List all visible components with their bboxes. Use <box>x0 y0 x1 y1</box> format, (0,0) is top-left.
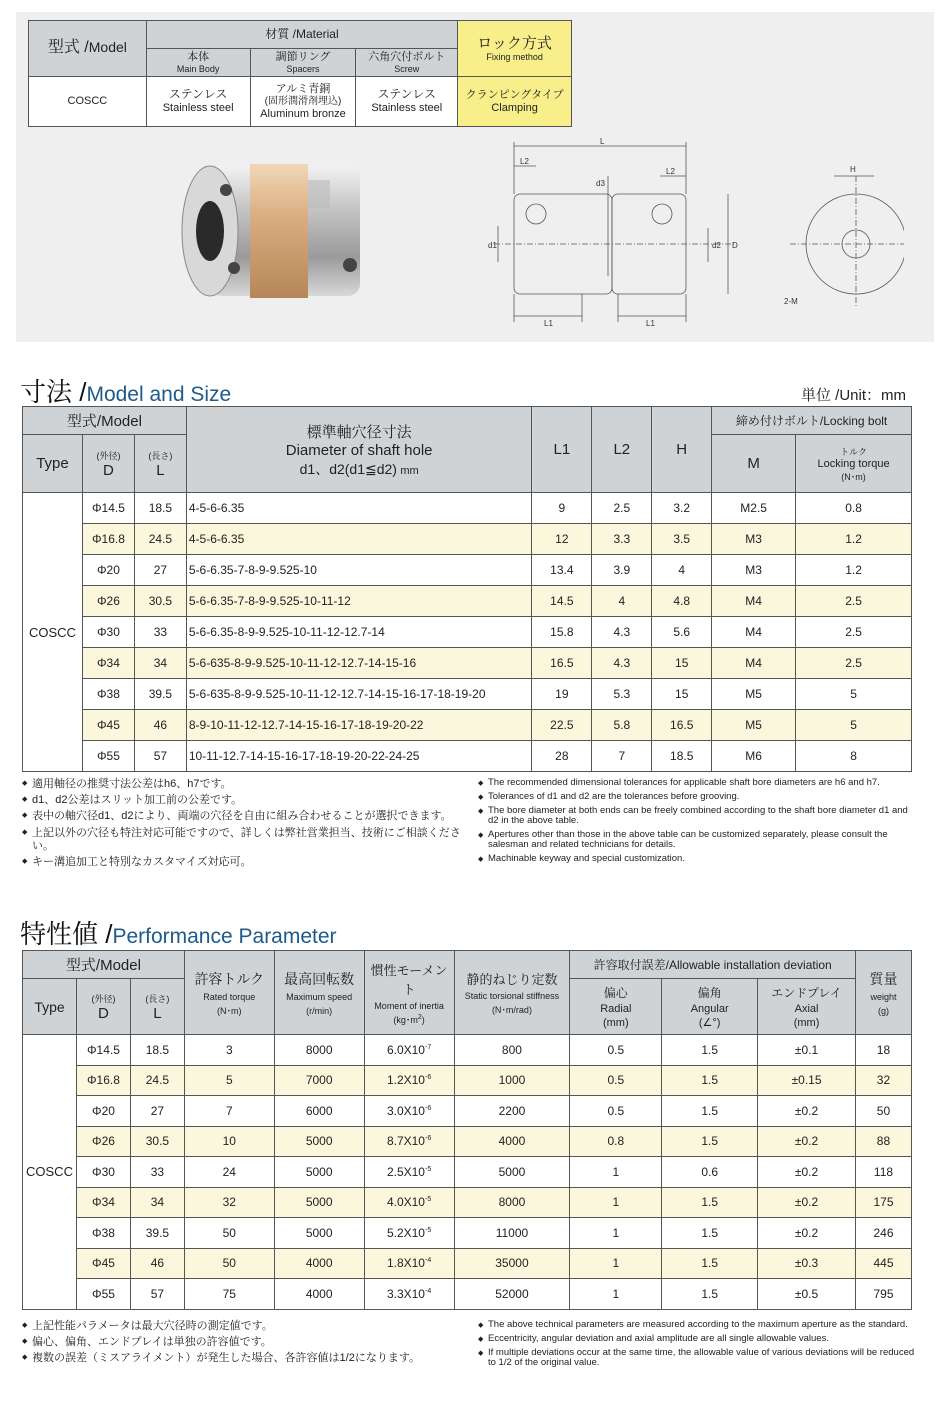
cell-M: M3 <box>712 555 796 586</box>
cell-torque: 0.8 <box>796 493 912 524</box>
cell-angular: 1.5 <box>662 1187 758 1218</box>
cell-axial: ±0.5 <box>758 1279 856 1310</box>
note-item: ◆ 上記以外の穴径も特注対応可能ですので、詳しくは弊社営業担当、技術にご相談ください。 <box>22 827 462 853</box>
table-row <box>23 741 912 772</box>
size-notes-en <box>478 778 918 868</box>
fixing-header: ロック方式 Fixing method <box>458 21 572 77</box>
label-L1-left: L1 <box>544 319 553 328</box>
screw-header: 六角穴付ボルト Screw <box>356 49 458 77</box>
cell-L: 34 <box>130 1187 184 1218</box>
perf-h-stiff: 静的ねじり定数 Static torsional stiffness (N･m/rad) <box>454 951 570 1035</box>
cell-radial: 1 <box>570 1157 662 1188</box>
material-table <box>28 20 572 127</box>
perf-h-axial: エンドプレイ Axial (mm) <box>758 979 856 1035</box>
cell-weight: 32 <box>855 1065 911 1096</box>
cell-H: 18.5 <box>652 741 712 772</box>
cell-holes: 10-11-12.7-14-15-16-17-18-19-20-22-24-25 <box>186 741 532 772</box>
perf-table <box>22 950 912 1310</box>
cell-speed: 5000 <box>274 1187 364 1218</box>
cell-torque: 2.5 <box>796 586 912 617</box>
unit-label: 単位 /Unit：mm <box>800 387 906 404</box>
cell-speed: 5000 <box>274 1126 364 1157</box>
table-row <box>23 710 912 741</box>
cell-axial: ±0.2 <box>758 1157 856 1188</box>
cell-L: 46 <box>130 1248 184 1279</box>
cell-D: Φ45 <box>82 710 134 741</box>
cell-L: 57 <box>130 1279 184 1310</box>
cell-L1: 16.5 <box>532 648 592 679</box>
cell-H: 3.2 <box>652 493 712 524</box>
cell-speed: 5000 <box>274 1157 364 1188</box>
cell-torque: 50 <box>184 1248 274 1279</box>
body-header: 本体 Main Body <box>146 49 250 77</box>
perf-h-radial: 偏心 Radial (mm) <box>570 979 662 1035</box>
cell-axial: ±0.15 <box>758 1065 856 1096</box>
cell-radial: 0.5 <box>570 1065 662 1096</box>
cell-L: 24.5 <box>134 524 186 555</box>
cell-stiffness: 1000 <box>454 1065 570 1096</box>
cell-M: M5 <box>712 710 796 741</box>
cell-torque: 8 <box>796 741 912 772</box>
cell-inertia: $2.5X10^{-5}$ <box>364 1157 454 1188</box>
table-row <box>23 617 912 648</box>
cell-inertia: $3.3X10^{-4}$ <box>364 1279 454 1310</box>
note-item: ◆ 適用軸径の推奨寸法公差はh6、h7です。 <box>22 778 462 791</box>
table-row <box>23 1065 912 1096</box>
cell-L2: 4 <box>592 586 652 617</box>
cell-torque: 10 <box>184 1126 274 1157</box>
note-item: ◆ The recommended dimensional tolerances for applicable shaft bore diameters are h6 and h7. <box>478 778 918 788</box>
size-h-L2: L2 <box>592 407 652 493</box>
cell-D: Φ20 <box>82 555 134 586</box>
table-row <box>23 1035 912 1066</box>
cell-holes: 5-6-635-8-9-9.525-10-11-12-12.7-14-15-16 <box>186 648 532 679</box>
cell-L1: 14.5 <box>532 586 592 617</box>
cell-speed: 8000 <box>274 1035 364 1066</box>
cell-L2: 2.5 <box>592 493 652 524</box>
cell-stiffness: 800 <box>454 1035 570 1066</box>
perf-h-torque: 許容トルク Rated torque (N･m) <box>184 951 274 1035</box>
cell-stiffness: 8000 <box>454 1187 570 1218</box>
screw-value: ステンレス Stainless steel <box>356 77 458 127</box>
cell-angular: 1.5 <box>662 1218 758 1249</box>
table-row <box>23 1096 912 1127</box>
cell-H: 16.5 <box>652 710 712 741</box>
note-item: ◆ 表中の軸穴径d1、d2により、両端の穴径を自由に組み合わせることが選択できます。 <box>22 810 462 823</box>
label-d1: d1 <box>488 241 497 250</box>
cell-torque: 5 <box>796 710 912 741</box>
cell-H: 15 <box>652 648 712 679</box>
cell-L: 33 <box>134 617 186 648</box>
size-h-D: (外径) D <box>82 435 134 493</box>
table-row <box>23 1157 912 1188</box>
cell-D: Φ20 <box>76 1096 130 1127</box>
cell-torque: 32 <box>184 1187 274 1218</box>
cell-M: M3 <box>712 524 796 555</box>
cell-axial: ±0.1 <box>758 1035 856 1066</box>
cell-weight: 118 <box>855 1157 911 1188</box>
table-row <box>23 1279 912 1310</box>
perf-h-dev: 許容取付誤差/Allowable installation deviation <box>570 951 856 979</box>
cell-L: 30.5 <box>130 1126 184 1157</box>
size-h-M: M <box>712 435 796 493</box>
cell-torque: 7 <box>184 1096 274 1127</box>
cell-weight: 50 <box>855 1096 911 1127</box>
cell-radial: 1 <box>570 1218 662 1249</box>
cell-L1: 12 <box>532 524 592 555</box>
table-row <box>23 1187 912 1218</box>
cell-M: M2.5 <box>712 493 796 524</box>
cell-M: M6 <box>712 741 796 772</box>
size-h-L1: L1 <box>532 407 592 493</box>
cell-L2: 3.9 <box>592 555 652 586</box>
cell-L: 33 <box>130 1157 184 1188</box>
cell-inertia: $1.8X10^{-4}$ <box>364 1248 454 1279</box>
cell-L: 27 <box>134 555 186 586</box>
cell-L2: 7 <box>592 741 652 772</box>
cell-stiffness: 4000 <box>454 1126 570 1157</box>
cell-L1: 19 <box>532 679 592 710</box>
perf-h-D: (外径) D <box>76 979 130 1035</box>
cell-D: Φ34 <box>76 1187 130 1218</box>
cell-D: Φ16.8 <box>82 524 134 555</box>
cell-angular: 1.5 <box>662 1035 758 1066</box>
note-item: ◆ Tolerances of d1 and d2 are the tolerances before grooving. <box>478 792 918 802</box>
cell-stiffness: 2200 <box>454 1096 570 1127</box>
cell-D: Φ38 <box>76 1218 130 1249</box>
label-M: 2-M <box>784 297 798 306</box>
model-value: COSCC <box>29 77 147 127</box>
cell-L: 46 <box>134 710 186 741</box>
size-h-type: Type <box>23 435 83 493</box>
body-value: ステンレス Stainless steel <box>146 77 250 127</box>
note-item: ◆ キー溝追加工と特別なカスタマイズ対応可。 <box>22 856 462 869</box>
cell-L1: 9 <box>532 493 592 524</box>
cell-stiffness: 52000 <box>454 1279 570 1310</box>
cell-torque: 1.2 <box>796 524 912 555</box>
cell-weight: 18 <box>855 1035 911 1066</box>
note-item: ◆ d1、d2公差はスリット加工前の公差です。 <box>22 794 462 807</box>
cell-torque: 3 <box>184 1035 274 1066</box>
cell-inertia: $3.0X10^{-6}$ <box>364 1096 454 1127</box>
cell-torque: 24 <box>184 1157 274 1188</box>
material-header: 材質 /Material <box>146 21 457 49</box>
cell-speed: 6000 <box>274 1096 364 1127</box>
dimension-drawing <box>484 136 904 336</box>
table-row <box>23 648 912 679</box>
table-row <box>23 1248 912 1279</box>
cell-axial: ±0.2 <box>758 1096 856 1127</box>
size-notes-jp <box>22 778 462 872</box>
cell-axial: ±0.3 <box>758 1248 856 1279</box>
cell-angular: 1.5 <box>662 1096 758 1127</box>
label-L1-right: L1 <box>646 319 655 328</box>
cell-L2: 5.8 <box>592 710 652 741</box>
cell-torque: 5 <box>184 1065 274 1096</box>
cell-weight: 445 <box>855 1248 911 1279</box>
note-item: ◆ Apertures other than those in the above table can be customized separately, please consult the salesman and related technicians for details. <box>478 830 918 850</box>
cell-H: 15 <box>652 679 712 710</box>
size-h-torque: トルク Locking torque (N･m) <box>796 435 912 493</box>
note-item: ◆ If multiple deviations occur at the same time, the allowable value of various deviations will be reduced to 1/2 of the original value. <box>478 1348 918 1368</box>
size-h-H: H <box>652 407 712 493</box>
perf-h-L: (長さ) L <box>130 979 184 1035</box>
cell-inertia: $5.2X10^{-5}$ <box>364 1218 454 1249</box>
table-row <box>23 1218 912 1249</box>
perf-section-title: 特性値 /Performance Parameter <box>20 919 337 949</box>
cell-weight: 246 <box>855 1218 911 1249</box>
cell-speed: 4000 <box>274 1279 364 1310</box>
cell-holes: 8-9-10-11-12-12.7-14-15-16-17-18-19-20-22 <box>186 710 532 741</box>
cell-speed: 4000 <box>274 1248 364 1279</box>
cell-angular: 1.5 <box>662 1126 758 1157</box>
cell-inertia: $6.0X10^{-7}$ <box>364 1035 454 1066</box>
cell-inertia: $8.7X10^{-6}$ <box>364 1126 454 1157</box>
cell-D: Φ30 <box>82 617 134 648</box>
size-h-bolt: 締め付けボルト/Locking bolt <box>712 407 912 435</box>
cell-L2: 4.3 <box>592 617 652 648</box>
cell-M: M5 <box>712 679 796 710</box>
note-item: ◆ The above technical parameters are measured according to the maximum aperture as the standard. <box>478 1320 918 1330</box>
cell-weight: 795 <box>855 1279 911 1310</box>
label-H: H <box>850 165 856 174</box>
cell-L: 24.5 <box>130 1065 184 1096</box>
size-h-shaft: 標準軸穴径寸法 Diameter of shaft hole d1、d2(d1≦d2) mm <box>186 407 532 493</box>
cell-angular: 1.5 <box>662 1248 758 1279</box>
cell-D: Φ14.5 <box>76 1035 130 1066</box>
cell-M: M4 <box>712 586 796 617</box>
cell-inertia: $4.0X10^{-5}$ <box>364 1187 454 1218</box>
cell-L2: 3.3 <box>592 524 652 555</box>
cell-H: 3.5 <box>652 524 712 555</box>
coupling-photo <box>170 150 380 320</box>
table-row <box>23 1126 912 1157</box>
note-item: ◆ Machinable keyway and special customization. <box>478 854 918 864</box>
cell-speed: 7000 <box>274 1065 364 1096</box>
cell-H: 4.8 <box>652 586 712 617</box>
cell-holes: 5-6-6.35-8-9-9.525-10-11-12-12.7-14 <box>186 617 532 648</box>
perf-h-inertia: 慣性モーメント Moment of inertia (kg･$m^2$) <box>364 951 454 1035</box>
cell-holes: 4-5-6-6.35 <box>186 524 532 555</box>
cell-M: M4 <box>712 617 796 648</box>
table-row <box>23 586 912 617</box>
cell-holes: 5-6-6.35-7-8-9-9.525-10 <box>186 555 532 586</box>
cell-radial: 1 <box>570 1279 662 1310</box>
cell-L1: 13.4 <box>532 555 592 586</box>
cell-weight: 175 <box>855 1187 911 1218</box>
note-item: ◆ 偏心、偏角、エンドプレイは単独の許容値です。 <box>22 1336 472 1349</box>
size-h-L: (長さ) L <box>134 435 186 493</box>
cell-M: M4 <box>712 648 796 679</box>
perf-notes-en <box>478 1320 918 1372</box>
cell-D: Φ30 <box>76 1157 130 1188</box>
note-item: ◆ Eccentricity, angular deviation and axial amplitude are all single allowable values. <box>478 1334 918 1344</box>
cell-inertia: $1.2X10^{-6}$ <box>364 1065 454 1096</box>
label-d2: d2 <box>712 241 721 250</box>
cell-axial: ±0.2 <box>758 1218 856 1249</box>
cell-L2: 5.3 <box>592 679 652 710</box>
cell-L1: 22.5 <box>532 710 592 741</box>
cell-D: Φ16.8 <box>76 1065 130 1096</box>
cell-holes: 5-6-635-8-9-9.525-10-11-12-12.7-14-15-16-17-18-19-20 <box>186 679 532 710</box>
cell-torque: 2.5 <box>796 617 912 648</box>
perf-h-model: 型式/Model <box>23 951 185 979</box>
cell-angular: 0.6 <box>662 1157 758 1188</box>
cell-L: 39.5 <box>130 1218 184 1249</box>
note-item: ◆ The bore diameter at both ends can be freely combined according to the shaft bore diameter d1 and d2 in the above table. <box>478 806 918 826</box>
table-row <box>23 555 912 586</box>
cell-torque: 50 <box>184 1218 274 1249</box>
table-row <box>23 524 912 555</box>
cell-stiffness: 35000 <box>454 1248 570 1279</box>
cell-D: Φ14.5 <box>82 493 134 524</box>
perf-h-type: Type <box>23 979 77 1035</box>
cell-H: 5.6 <box>652 617 712 648</box>
size-h-model: 型式/Model <box>23 407 187 435</box>
cell-torque: 2.5 <box>796 648 912 679</box>
spacer-value: アルミ青銅 (固形潤滑剤埋込) Aluminum bronze <box>250 77 356 127</box>
cell-torque: 1.2 <box>796 555 912 586</box>
cell-L1: 28 <box>532 741 592 772</box>
cell-L1: 15.8 <box>532 617 592 648</box>
cell-L: 18.5 <box>134 493 186 524</box>
cell-D: Φ55 <box>76 1279 130 1310</box>
cell-angular: 1.5 <box>662 1065 758 1096</box>
cell-D: Φ55 <box>82 741 134 772</box>
note-item: ◆ 複数の誤差（ミスアライメント）が発生した場合、各許容値は1/2になります。 <box>22 1352 472 1365</box>
perf-h-angular: 偏角 Angular (∠°) <box>662 979 758 1035</box>
label-d3: d3 <box>596 179 605 188</box>
cell-radial: 0.5 <box>570 1096 662 1127</box>
perf-notes-jp <box>22 1320 472 1369</box>
cell-L: 27 <box>130 1096 184 1127</box>
label-L: L <box>600 137 605 146</box>
model-header: 型式 /Model <box>29 21 147 77</box>
table-row <box>23 493 912 524</box>
cell-axial: ±0.2 <box>758 1126 856 1157</box>
cell-L: 34 <box>134 648 186 679</box>
size-table <box>22 406 912 772</box>
cell-L: 30.5 <box>134 586 186 617</box>
table-row <box>23 679 912 710</box>
cell-D: Φ26 <box>76 1126 130 1157</box>
perf-h-speed: 最高回転数 Maximum speed (r/min) <box>274 951 364 1035</box>
cell-radial: 1 <box>570 1187 662 1218</box>
cell-holes: 5-6-6.35-7-8-9-9.525-10-11-12 <box>186 586 532 617</box>
cell-radial: 0.5 <box>570 1035 662 1066</box>
cell-L: 39.5 <box>134 679 186 710</box>
cell-holes: 4-5-6-6.35 <box>186 493 532 524</box>
cell-torque: 75 <box>184 1279 274 1310</box>
cell-weight: 88 <box>855 1126 911 1157</box>
cell-D: Φ26 <box>82 586 134 617</box>
cell-stiffness: 11000 <box>454 1218 570 1249</box>
cell-D: Φ38 <box>82 679 134 710</box>
cell-angular: 1.5 <box>662 1279 758 1310</box>
label-L2-right: L2 <box>666 167 675 176</box>
type-cell: COSCC <box>23 1035 77 1310</box>
size-section-title: 寸法 /Model and Size <box>20 377 232 407</box>
cell-D: Φ34 <box>82 648 134 679</box>
cell-H: 4 <box>652 555 712 586</box>
fixing-value: クランピングタイプ Clamping <box>458 77 572 127</box>
cell-D: Φ45 <box>76 1248 130 1279</box>
cell-L: 18.5 <box>130 1035 184 1066</box>
label-L2-left: L2 <box>520 157 529 166</box>
cell-radial: 1 <box>570 1248 662 1279</box>
note-item: ◆ 上記性能パラメータは最大穴径時の測定値です。 <box>22 1320 472 1333</box>
cell-stiffness: 5000 <box>454 1157 570 1188</box>
label-D: D <box>732 241 738 250</box>
cell-L2: 4.3 <box>592 648 652 679</box>
spacer-header: 調節リング Spacers <box>250 49 356 77</box>
cell-torque: 5 <box>796 679 912 710</box>
cell-speed: 5000 <box>274 1218 364 1249</box>
cell-axial: ±0.2 <box>758 1187 856 1218</box>
cell-L: 57 <box>134 741 186 772</box>
cell-radial: 0.8 <box>570 1126 662 1157</box>
type-cell: COSCC <box>23 493 83 772</box>
perf-h-weight: 質量 weight (g) <box>855 951 911 1035</box>
